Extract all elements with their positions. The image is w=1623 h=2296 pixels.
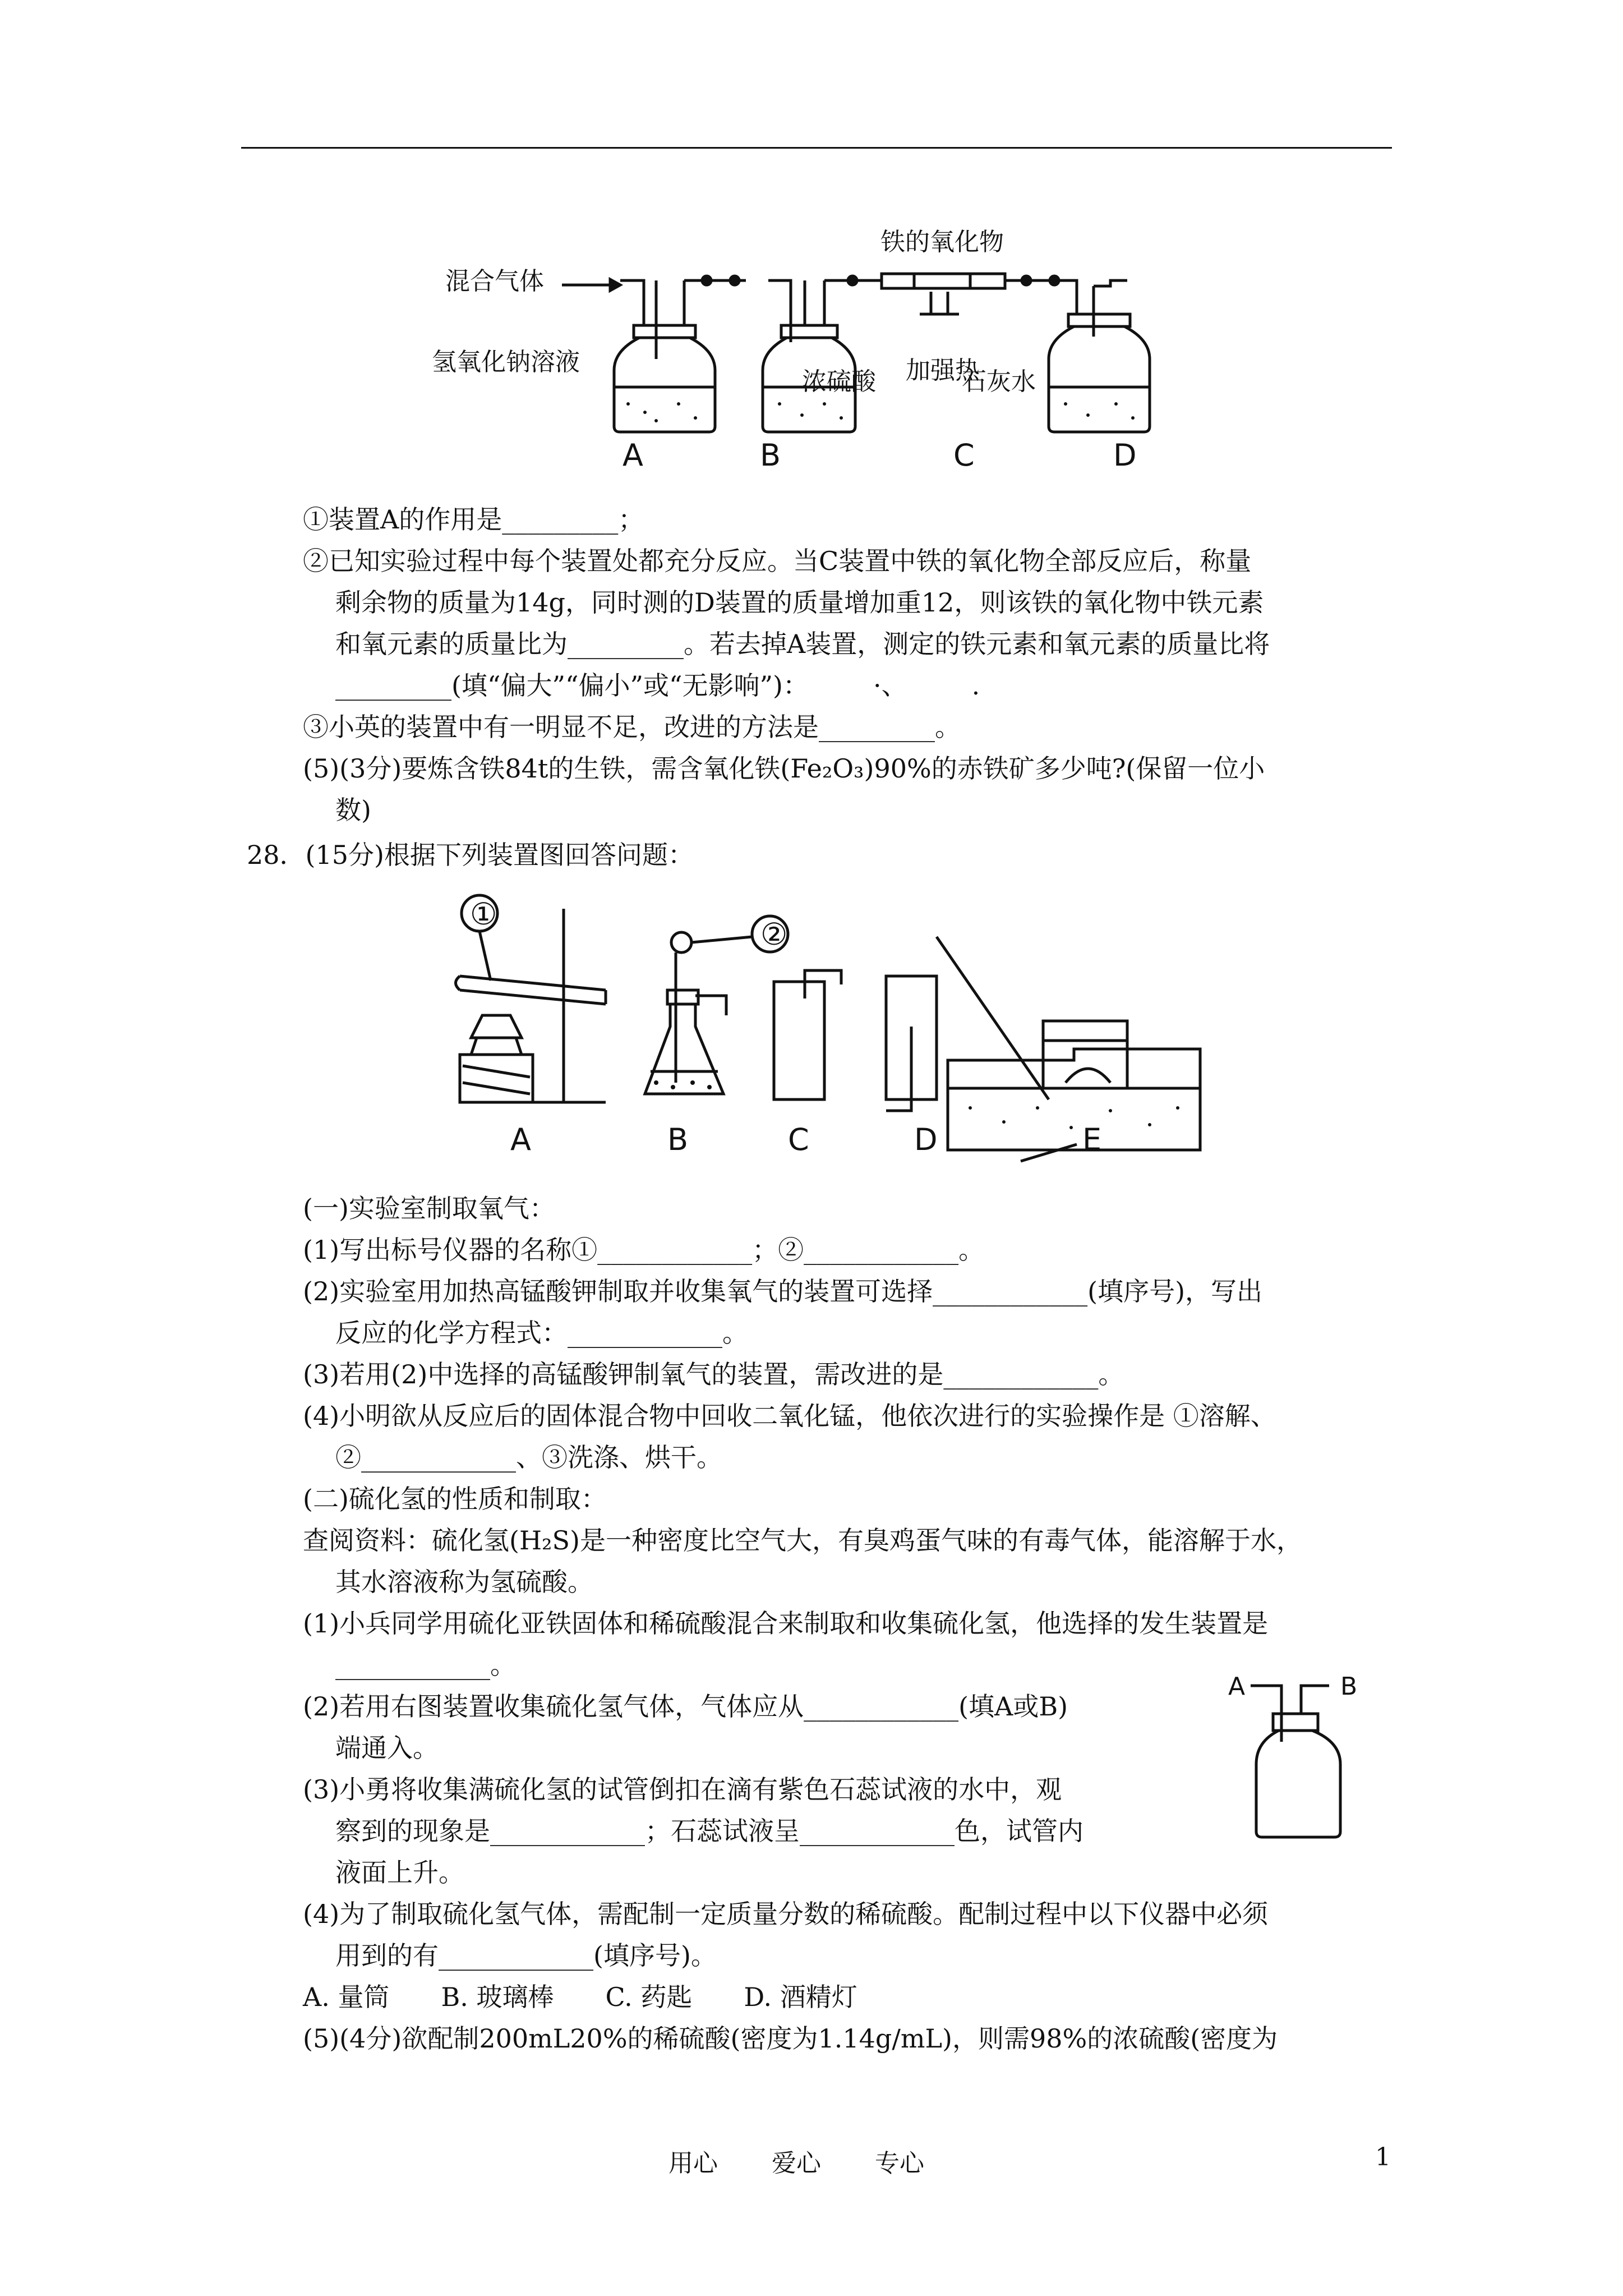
q28-heading: 28．(15分)根据下列装置图回答问题： [247,840,694,870]
label-mixed-gas: 混合气体 [445,267,544,296]
q28-line: (4)为了制取硫化氢气体，需配制一定质量分数的稀硫酸。配制过程中以下仪器中必须 [303,1899,1269,1929]
label-c: C [788,1122,809,1157]
q27-line: 剩余物的质量为14g，同时测的D装置的质量增加重12，则该铁的氧化物中铁元素 [335,587,1264,618]
q28-line: (3)小勇将收集满硫化氢的试管倒扣在滴有紫色石蕊试液的水中，观 [303,1774,1062,1805]
q28-line: (1)小兵同学用硫化亚铁固体和稀硫酸混合来制取和收集硫化氢，他选择的发生装置是 [303,1608,1269,1639]
label-conc-h2so4: 浓硫酸 [802,367,876,396]
q28-line: 反应的化学方程式：____________。 [335,1318,748,1348]
label-iron-oxide: 铁的氧化物 [880,228,1004,256]
q28-line: 其水溶液称为氢硫酸。 [335,1567,593,1597]
q28-line: ____________。 [335,1650,516,1680]
figure-gas-apparatus [432,219,1228,477]
label-circle-1: ① [470,896,497,932]
footer-word: 用心 [668,2149,718,2178]
label-b: B [667,1122,689,1157]
label-strong-heat: 加强热 [906,356,980,385]
q28-line: ②____________、③洗涤、烘干。 [335,1442,722,1473]
figure-apparatus-a-e [437,886,1200,1167]
label-b: B [760,438,781,473]
page-number: 1 [1375,2143,1391,2171]
q28-line: 查阅资料：硫化氢(H₂S)是一种密度比空气大，有臭鸡蛋气味的有毒气体，能溶解于水， [303,1525,1302,1556]
figure-gas-bottle [1228,1674,1374,1843]
q28-line: (1)写出标号仪器的名称①____________；②____________。 [303,1235,985,1265]
q27-line: ②已知实验过程中每个装置处都充分反应。当C装置中铁的氧化物全部反应后，称量 [303,546,1252,576]
q28-line: (2)实验室用加热高锰酸钾制取并收集氧气的装置可选择____________(填序号)，写出 [303,1276,1263,1306]
label-c: C [953,438,975,473]
label-a: A [510,1122,531,1157]
q28-line: 察到的现象是____________；石蕊试液呈____________色，试管内 [335,1816,1083,1846]
q27-line: ①装置A的作用是_________； [303,504,644,535]
q28-line: (二)硫化氢的性质和制取： [303,1484,607,1514]
label-d: D [914,1122,938,1157]
q28-line: (2)若用右图装置收集硫化氢气体，气体应从____________(填A或B) [303,1691,1068,1722]
q28-options: A. 量筒 B. 玻璃棒 C. 药匙 D. 酒精灯 [303,1982,857,2012]
footer-word: 专心 [875,2149,924,2178]
q27-line: 数) [335,795,371,825]
q27-line: (5)(3分)要炼含铁84t的生铁，需含氧化铁(Fe₂O₃)90%的赤铁矿多少吨?(保留一位小 [303,753,1265,784]
q28-line: 用到的有____________(填序号)。 [335,1940,717,1971]
label-limewater: 石灰水 [962,367,1036,396]
label-e: E [1082,1122,1102,1157]
q28-line: (5)(4分)欲配制200mL20%的稀硫酸(密度为1.14g/mL)，则需98%的浓硫酸(密度为 [303,2023,1278,2054]
header-rule [241,147,1392,149]
label-end-a: A [1228,1672,1246,1701]
label-circle-2: ② [760,917,788,952]
q27-line: _________(填“偏大”“偏小”或“无影响”)： ·、 . [335,670,980,701]
q27-line: ③小英的装置中有一明显不足，改进的方法是_________。 [303,712,961,742]
q28-line: (4)小明欲从反应后的固体混合物中回收二氧化锰，他依次进行的实验操作是 ①溶解、 [303,1401,1276,1431]
label-d: D [1113,438,1137,473]
label-naoh-solution: 氢氧化钠溶液 [432,348,580,376]
label-a: A [623,438,643,473]
q28-line: (3)若用(2)中选择的高锰酸钾制氧气的装置，需改进的是____________。 [303,1359,1124,1389]
q28-line: 端通入。 [335,1733,439,1763]
q27-line: 和氧元素的质量比为_________。若去掉A装置，测定的铁元素和氧元素的质量比将 [335,629,1270,659]
q28-line: 液面上升。 [335,1857,464,1888]
label-end-b: B [1340,1672,1358,1701]
q28-line: (一)实验室制取氧气： [303,1193,555,1223]
footer-word: 爱心 [772,2149,821,2178]
